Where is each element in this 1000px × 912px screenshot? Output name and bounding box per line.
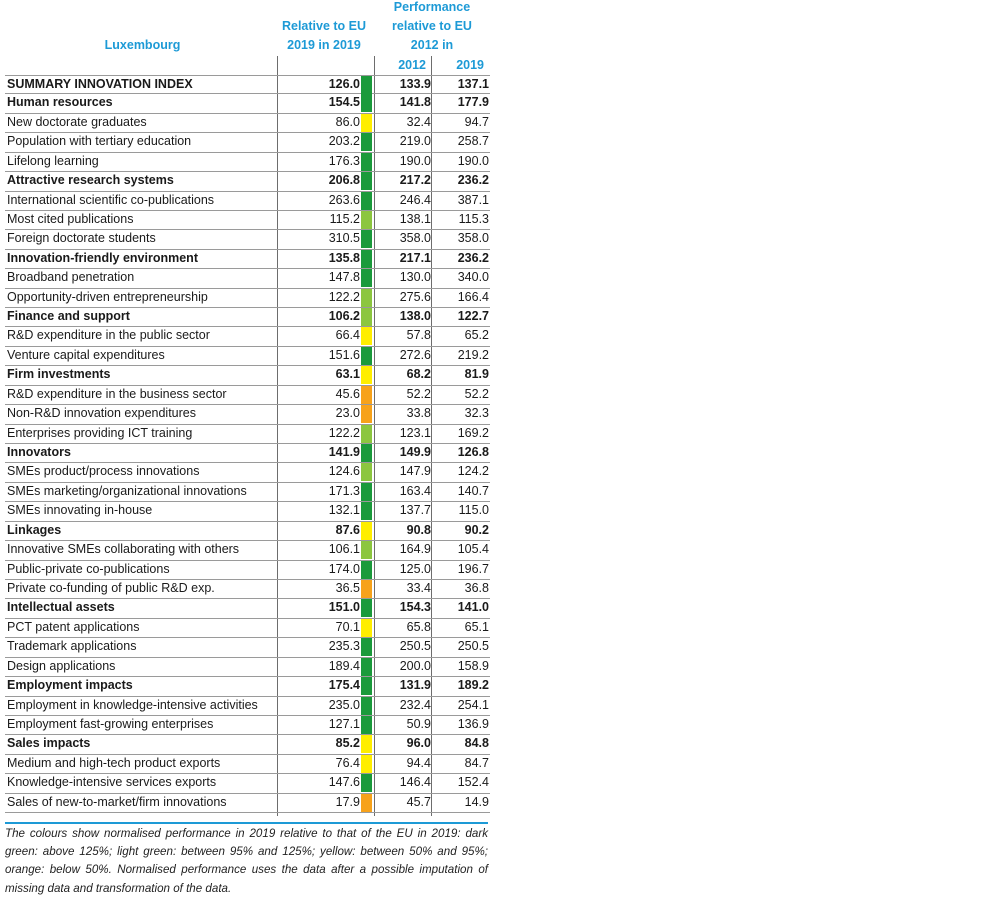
performance-2019-value: 169.2 bbox=[457, 425, 489, 440]
performance-2012-value: 131.9 bbox=[399, 678, 431, 693]
relative-2019-value: 147.8 bbox=[328, 270, 360, 285]
indicator-name: Broadband penetration bbox=[7, 270, 135, 285]
relative-2019-value: 147.6 bbox=[328, 775, 360, 790]
performance-2019-value: 115.3 bbox=[458, 211, 489, 226]
performance-2019-value: 189.2 bbox=[457, 678, 489, 693]
performance-color-swatch bbox=[361, 541, 372, 559]
indicator-name: Sales impacts bbox=[7, 736, 91, 751]
relative-2019-value: 141.9 bbox=[328, 445, 360, 460]
table-row-category bbox=[5, 444, 490, 463]
table-row bbox=[5, 114, 490, 133]
indicator-name: Firm investments bbox=[7, 367, 111, 382]
performance-color-swatch bbox=[361, 599, 372, 617]
table-row-category bbox=[5, 522, 490, 541]
indicator-name: SUMMARY INNOVATION INDEX bbox=[7, 77, 193, 91]
performance-2019-value: 166.4 bbox=[457, 289, 489, 304]
performance-2012-value: 272.6 bbox=[399, 347, 431, 362]
relative-2019-value: 66.4 bbox=[335, 328, 360, 343]
relative-2019-value: 122.2 bbox=[328, 289, 360, 304]
relative-2019-value: 70.1 bbox=[335, 619, 360, 634]
performance-2019-value: 236.2 bbox=[457, 250, 489, 265]
relative-2019-value: 174.0 bbox=[328, 561, 360, 576]
performance-color-swatch bbox=[361, 76, 372, 94]
indicator-name: Venture capital expenditures bbox=[7, 347, 165, 362]
performance-2012-value: 123.1 bbox=[399, 425, 431, 440]
relative-2019-value: 132.1 bbox=[328, 503, 360, 518]
relative-2019-value: 106.2 bbox=[328, 309, 360, 324]
performance-color-swatch bbox=[361, 133, 372, 151]
indicator-name: Innovators bbox=[7, 445, 71, 460]
table-row-category bbox=[5, 735, 490, 754]
indicator-name: SMEs innovating in-house bbox=[7, 503, 153, 518]
relative-2019-value: 63.1 bbox=[335, 367, 360, 382]
performance-2019-value: 90.2 bbox=[464, 522, 489, 537]
indicator-name: Non-R&D innovation expenditures bbox=[7, 406, 196, 421]
relative-2019-value: 135.8 bbox=[328, 250, 360, 265]
relative-2019-value: 171.3 bbox=[328, 483, 360, 498]
indicator-name: Public-private co-publications bbox=[7, 561, 170, 576]
table-row-category bbox=[5, 250, 490, 269]
indicator-name: Sales of new-to-market/firm innovations bbox=[7, 794, 227, 809]
indicator-name: Trademark applications bbox=[7, 639, 137, 654]
performance-color-swatch bbox=[361, 502, 372, 520]
relative-2019-value: 106.1 bbox=[328, 542, 360, 557]
table-row bbox=[5, 561, 490, 580]
performance-2012-value: 190.0 bbox=[399, 153, 431, 168]
relative-2019-value: 151.0 bbox=[328, 600, 360, 615]
table-row bbox=[5, 192, 490, 211]
performance-2012-value: 52.2 bbox=[406, 386, 431, 401]
relative-2019-value: 45.6 bbox=[335, 386, 360, 401]
relative-2019-value: 85.2 bbox=[335, 736, 360, 751]
performance-color-swatch bbox=[361, 735, 372, 753]
indicator-name: Design applications bbox=[7, 658, 116, 673]
table-row-category bbox=[5, 366, 490, 385]
performance-2019-value: 36.8 bbox=[464, 580, 489, 595]
relative-2019-value: 151.6 bbox=[328, 347, 360, 362]
relative-2019-value: 127.1 bbox=[328, 716, 360, 731]
indicator-name: PCT patent applications bbox=[7, 619, 140, 634]
relative-2019-value: 124.6 bbox=[328, 464, 360, 479]
table-row bbox=[5, 755, 490, 774]
performance-2019-value: 236.2 bbox=[457, 173, 489, 188]
relative-2019-value: 23.0 bbox=[335, 406, 360, 421]
performance-2019-value: 115.0 bbox=[458, 503, 489, 518]
performance-2012-value: 146.4 bbox=[399, 775, 431, 790]
performance-2019-value: 84.7 bbox=[464, 755, 489, 770]
relative-2019-value: 235.0 bbox=[328, 697, 360, 712]
relative-2019-value: 86.0 bbox=[335, 114, 360, 129]
performance-color-swatch bbox=[361, 697, 372, 715]
year-2012-header: 2012 bbox=[398, 58, 426, 72]
performance-color-swatch bbox=[361, 425, 372, 443]
performance-color-swatch bbox=[361, 463, 372, 481]
indicator-name: Linkages bbox=[7, 522, 62, 537]
table-row bbox=[5, 502, 490, 521]
table-row bbox=[5, 638, 490, 657]
performance-2019-value: 122.7 bbox=[457, 309, 489, 324]
performance-2019-value: 14.9 bbox=[464, 794, 489, 809]
performance-2019-value: 158.9 bbox=[457, 658, 489, 673]
indicator-name: Population with tertiary education bbox=[7, 134, 192, 149]
indicator-name: Employment impacts bbox=[7, 678, 133, 693]
table-row bbox=[5, 347, 490, 366]
table-row bbox=[5, 211, 490, 230]
performance-color-swatch bbox=[361, 94, 372, 112]
table-row-category bbox=[5, 172, 490, 191]
performance-2019-value: 105.4 bbox=[457, 542, 489, 557]
indicator-name: R&D expenditure in the business sector bbox=[7, 386, 227, 401]
table-row bbox=[5, 386, 490, 405]
table-row bbox=[5, 289, 490, 308]
relative-2019-value: 87.6 bbox=[335, 522, 360, 537]
table-row bbox=[5, 658, 490, 677]
footnote: The colours show normalised performance in 2019 relative to that of the EU in 2019: dark green: above 125%; light green: between 95% and 125%; yellow: between 50% and 95%; orange: below 50%. Normalised performance uses the data after a possible imputation of missing data and transformation of the data. bbox=[5, 822, 488, 898]
performance-2019-value: 190.0 bbox=[457, 153, 489, 168]
year-2019-header: 2019 bbox=[456, 58, 484, 72]
performance-2019-value: 81.9 bbox=[464, 367, 489, 382]
performance-2019-value: 196.7 bbox=[457, 561, 489, 576]
performance-color-swatch bbox=[361, 366, 372, 384]
indicator-name: Human resources bbox=[7, 95, 113, 110]
performance-2019-value: 84.8 bbox=[464, 736, 489, 751]
performance-2019-value: 32.3 bbox=[464, 406, 489, 421]
performance-color-swatch bbox=[361, 405, 372, 423]
performance-2012-value: 137.7 bbox=[399, 503, 431, 518]
indicator-name: Attractive research systems bbox=[7, 173, 174, 188]
relative-2019-value: 122.2 bbox=[328, 425, 360, 440]
performance-color-swatch bbox=[361, 308, 372, 326]
table-row bbox=[5, 230, 490, 249]
performance-2019-value: 254.1 bbox=[457, 697, 489, 712]
indicator-name: Intellectual assets bbox=[7, 600, 115, 615]
performance-color-swatch bbox=[361, 192, 372, 210]
table-row bbox=[5, 153, 490, 172]
performance-2019-value: 141.0 bbox=[457, 600, 489, 615]
performance-color-swatch bbox=[361, 619, 372, 637]
performance-2012-value: 217.1 bbox=[399, 250, 431, 265]
relative-2019-value: 263.6 bbox=[328, 192, 360, 207]
indicator-name: Knowledge-intensive services exports bbox=[7, 775, 217, 790]
table-row bbox=[5, 425, 490, 444]
performance-2019-value: 219.2 bbox=[457, 347, 489, 362]
performance-color-swatch bbox=[361, 114, 372, 132]
performance-2012-value: 154.3 bbox=[399, 600, 431, 615]
relative-2019-value: 76.4 bbox=[335, 755, 360, 770]
indicator-name: Foreign doctorate students bbox=[7, 231, 156, 246]
indicator-name: Medium and high-tech product exports bbox=[7, 755, 221, 770]
performance-color-swatch bbox=[361, 269, 372, 287]
performance-2012-value: 275.6 bbox=[399, 289, 431, 304]
performance-2012-value: 141.8 bbox=[399, 95, 431, 110]
performance-2019-value: 65.1 bbox=[464, 619, 489, 634]
table-row-category bbox=[5, 75, 490, 94]
performance-2019-value: 124.2 bbox=[457, 464, 489, 479]
performance-2012-value: 246.4 bbox=[399, 192, 431, 207]
table-row bbox=[5, 697, 490, 716]
table-row bbox=[5, 580, 490, 599]
performance-color-swatch bbox=[361, 211, 372, 229]
table-row-category bbox=[5, 599, 490, 618]
performance-2012-value: 50.9 bbox=[406, 716, 431, 731]
performance-2012-value: 147.9 bbox=[399, 464, 431, 479]
performance-color-swatch bbox=[361, 677, 372, 695]
performance-2019-value: 258.7 bbox=[457, 134, 489, 149]
performance-color-swatch bbox=[361, 386, 372, 404]
indicator-name: Private co-funding of public R&D exp. bbox=[7, 580, 215, 595]
relative-2019-value: 126.0 bbox=[328, 77, 360, 91]
performance-color-swatch bbox=[361, 522, 372, 540]
performance-2012-value: 217.2 bbox=[399, 173, 431, 188]
performance-color-swatch bbox=[361, 289, 372, 307]
performance-2019-value: 177.9 bbox=[457, 95, 489, 110]
performance-2012-value: 94.4 bbox=[406, 755, 431, 770]
performance-color-swatch bbox=[361, 774, 372, 792]
performance-2012-value: 32.4 bbox=[406, 114, 431, 129]
indicator-name: Innovative SMEs collaborating with others bbox=[7, 542, 240, 557]
performance-2019-value: 65.2 bbox=[464, 328, 489, 343]
performance-2012-value: 33.4 bbox=[406, 580, 431, 595]
relative-2019-value: 235.3 bbox=[328, 639, 360, 654]
performance-2012-value: 130.0 bbox=[399, 270, 431, 285]
performance-color-swatch bbox=[361, 561, 372, 579]
table-row bbox=[5, 541, 490, 560]
performance-2012-value: 125.0 bbox=[399, 561, 431, 576]
performance-2012-value: 33.8 bbox=[406, 406, 431, 421]
performance-2012-value: 219.0 bbox=[399, 134, 431, 149]
performance-2019-value: 126.8 bbox=[457, 445, 489, 460]
table-row bbox=[5, 269, 490, 288]
performance-color-swatch bbox=[361, 250, 372, 268]
performance-2019-value: 358.0 bbox=[457, 231, 489, 246]
country-header: Luxembourg bbox=[104, 38, 181, 52]
performance-2019-value: 250.5 bbox=[457, 639, 489, 654]
relative-2019-value: 154.5 bbox=[328, 95, 360, 110]
indicator-name: SMEs marketing/organizational innovations bbox=[7, 483, 247, 498]
performance-2012-value: 90.8 bbox=[406, 522, 431, 537]
relative-2019-value: 189.4 bbox=[328, 658, 360, 673]
table-row bbox=[5, 327, 490, 346]
table-row bbox=[5, 133, 490, 152]
table-row-category bbox=[5, 94, 490, 113]
relative-2019-value: 310.5 bbox=[328, 231, 360, 246]
performance-2012-value: 65.8 bbox=[406, 619, 431, 634]
relative-2019-value: 36.5 bbox=[335, 580, 360, 595]
table-body bbox=[5, 75, 490, 813]
indicator-name: Innovation-friendly environment bbox=[7, 250, 198, 265]
relative-2019-value: 206.8 bbox=[328, 173, 360, 188]
performance-2019-value: 152.4 bbox=[457, 775, 489, 790]
performance-2019-value: 340.0 bbox=[457, 270, 489, 285]
performance-2012-value: 164.9 bbox=[399, 542, 431, 557]
performance-2019-value: 387.1 bbox=[457, 192, 489, 207]
performance-2012-value: 149.9 bbox=[399, 445, 431, 460]
indicator-name: R&D expenditure in the public sector bbox=[7, 328, 210, 343]
indicator-name: Employment in knowledge-intensive activities bbox=[7, 697, 258, 712]
indicator-name: Opportunity-driven entrepreneurship bbox=[7, 289, 208, 304]
table-row bbox=[5, 716, 490, 735]
performance-color-swatch bbox=[361, 444, 372, 462]
table-row bbox=[5, 483, 490, 502]
table-row-category bbox=[5, 308, 490, 327]
performance-2012-value: 57.8 bbox=[406, 328, 431, 343]
performance-color-swatch bbox=[361, 580, 372, 598]
relative-header: Relative to EU 2019 in 2019 bbox=[281, 19, 367, 52]
table-row bbox=[5, 619, 490, 638]
indicator-name: Most cited publications bbox=[7, 211, 134, 226]
table-row bbox=[5, 774, 490, 793]
indicator-name: Lifelong learning bbox=[7, 153, 99, 168]
performance-2019-value: 94.7 bbox=[464, 114, 489, 129]
performance-2012-value: 138.1 bbox=[399, 211, 431, 226]
relative-2019-value: 17.9 bbox=[335, 794, 360, 809]
indicator-name: Finance and support bbox=[7, 309, 130, 324]
performance-color-swatch bbox=[361, 230, 372, 248]
performance-2019-value: 140.7 bbox=[457, 483, 489, 498]
indicator-name: Enterprises providing ICT training bbox=[7, 425, 193, 440]
relative-2019-value: 176.3 bbox=[328, 153, 360, 168]
performance-color-swatch bbox=[361, 794, 372, 812]
performance-2012-value: 358.0 bbox=[399, 231, 431, 246]
performance-color-swatch bbox=[361, 716, 372, 734]
performance-color-swatch bbox=[361, 153, 372, 171]
performance-2019-value: 52.2 bbox=[464, 386, 489, 401]
performance-color-swatch bbox=[361, 638, 372, 656]
performance-2012-value: 45.7 bbox=[406, 794, 431, 809]
performance-color-swatch bbox=[361, 327, 372, 345]
performance-color-swatch bbox=[361, 347, 372, 365]
performance-2012-value: 200.0 bbox=[399, 658, 431, 673]
table-row bbox=[5, 463, 490, 482]
indicator-name: SMEs product/process innovations bbox=[7, 464, 200, 479]
performance-color-swatch bbox=[361, 755, 372, 773]
relative-2019-value: 203.2 bbox=[328, 134, 360, 149]
performance-2019-value: 136.9 bbox=[457, 716, 489, 731]
table-row bbox=[5, 405, 490, 424]
performance-2012-value: 232.4 bbox=[399, 697, 431, 712]
indicator-name: International scientific co-publications bbox=[7, 192, 215, 207]
indicator-name: New doctorate graduates bbox=[7, 114, 147, 129]
performance-color-swatch bbox=[361, 483, 372, 501]
performance-2012-value: 133.9 bbox=[399, 77, 431, 91]
performance-color-swatch bbox=[361, 172, 372, 190]
performance-2012-value: 68.2 bbox=[406, 367, 431, 382]
performance-2012-value: 250.5 bbox=[399, 639, 431, 654]
relative-2019-value: 175.4 bbox=[328, 678, 360, 693]
performance-color-swatch bbox=[361, 658, 372, 676]
table-row-category bbox=[5, 677, 490, 696]
relative-2019-value: 115.2 bbox=[329, 211, 360, 226]
indicator-name: Employment fast-growing enterprises bbox=[7, 716, 214, 731]
performance-2019-value: 137.1 bbox=[457, 77, 489, 91]
performance-2012-value: 96.0 bbox=[406, 736, 431, 751]
performance-2012-value: 163.4 bbox=[399, 483, 431, 498]
performance-header: Performance relative to EU 2012 in bbox=[392, 0, 472, 52]
table-row bbox=[5, 794, 490, 813]
performance-2012-value: 138.0 bbox=[399, 309, 431, 324]
